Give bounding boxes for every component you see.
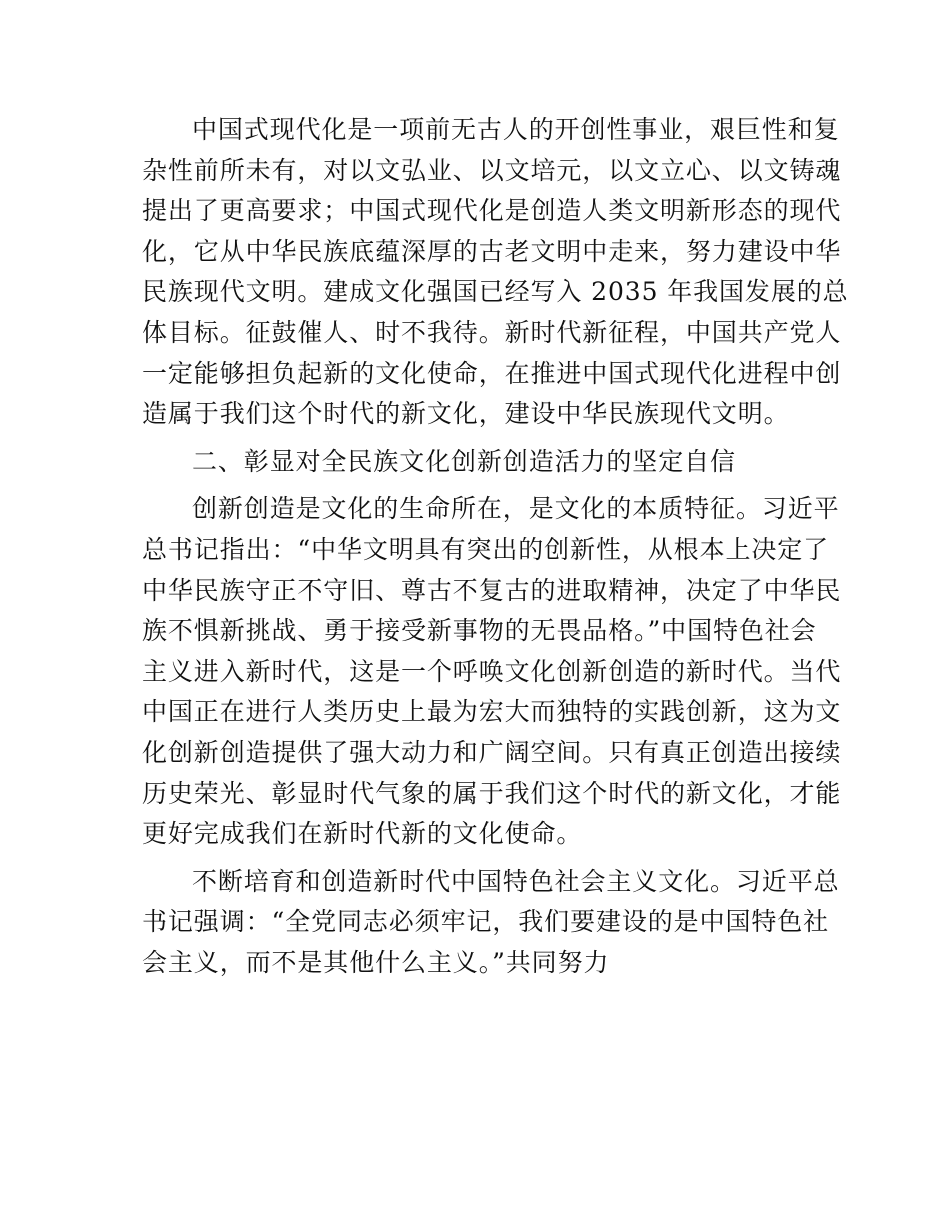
paragraph-1-line-8: 造属于我们这个时代的新文化，建设中华民族现代文明。 <box>142 399 790 429</box>
paragraph-2-line-7: 化创新创造提供了强大动力和广阔空间。只有真正创造出接续 <box>142 737 842 767</box>
paragraph-2-line-5: 主义进入新时代，这是一个呼唤文化创新创造的新时代。当代 <box>142 656 842 686</box>
paragraph-3 <box>142 862 840 984</box>
paragraph-2-line-2: 总书记指出：“中华文明具有突出的创新性，从根本上决定了 <box>142 534 830 564</box>
paragraph-3-line-2: 书记强调：“全党同志必须牢记，我们要建设的是中国特色社 <box>142 907 830 937</box>
paragraph-1-line-2: 杂性前所未有，对以文弘业、以文培元，以文立心、以文铸魂 <box>142 155 842 185</box>
paragraph-1-line-1: 中国式现代化是一项前无古人的开创性事业，艰巨性和复 <box>192 115 840 144</box>
paragraph-2-line-4: 族不惧新挑战、勇于接受新事物的无畏品格。”中国特色社会 <box>142 616 817 646</box>
document-body <box>142 110 849 990</box>
paragraph-1-line-4: 化，它从中华民族底蕴深厚的古老文明中走来，努力建设中华 <box>142 236 842 266</box>
paragraph-2 <box>142 489 842 854</box>
paragraph-1-line-6: 体目标。征鼓催人、时不我待。新时代新征程，中国共产党人 <box>142 317 842 347</box>
paragraph-2-line-1: 创新创造是文化的生命所在，是文化的本质特征。习近平 <box>192 494 840 524</box>
paragraph-1-line-7: 一定能够担负起新的文化使命，在推进中国式现代化进程中创 <box>142 358 842 388</box>
section-heading: 二、彰显对全民族文化创新创造活力的坚定自信 <box>192 446 736 476</box>
paragraph-2-line-8: 历史荣光、彰显时代气象的属于我们这个时代的新文化，才能 <box>142 778 842 808</box>
paragraph-3-line-1: 不断培育和创造新时代中国特色社会主义文化。习近平总 <box>192 866 840 896</box>
paragraph-1-line-5: 民族现代文明。建成文化强国已经写入 2035 年我国发展的总 <box>142 277 849 307</box>
paragraph-2-line-6: 中国正在进行人类历史上最为宏大而独特的实践创新，这为文 <box>142 697 842 727</box>
paragraph-3-line-3: 会主义，而不是其他什么主义。”共同努力 <box>142 947 610 977</box>
paragraph-1 <box>142 110 849 435</box>
paragraph-1-line-3: 提出了更高要求；中国式现代化是创造人类文明新形态的现代 <box>142 196 842 226</box>
paragraph-2-line-9: 更好完成我们在新时代新的文化使命。 <box>142 819 583 849</box>
paragraph-2-line-3: 中华民族守正不守旧、尊古不复古的进取精神，决定了中华民 <box>142 575 842 605</box>
